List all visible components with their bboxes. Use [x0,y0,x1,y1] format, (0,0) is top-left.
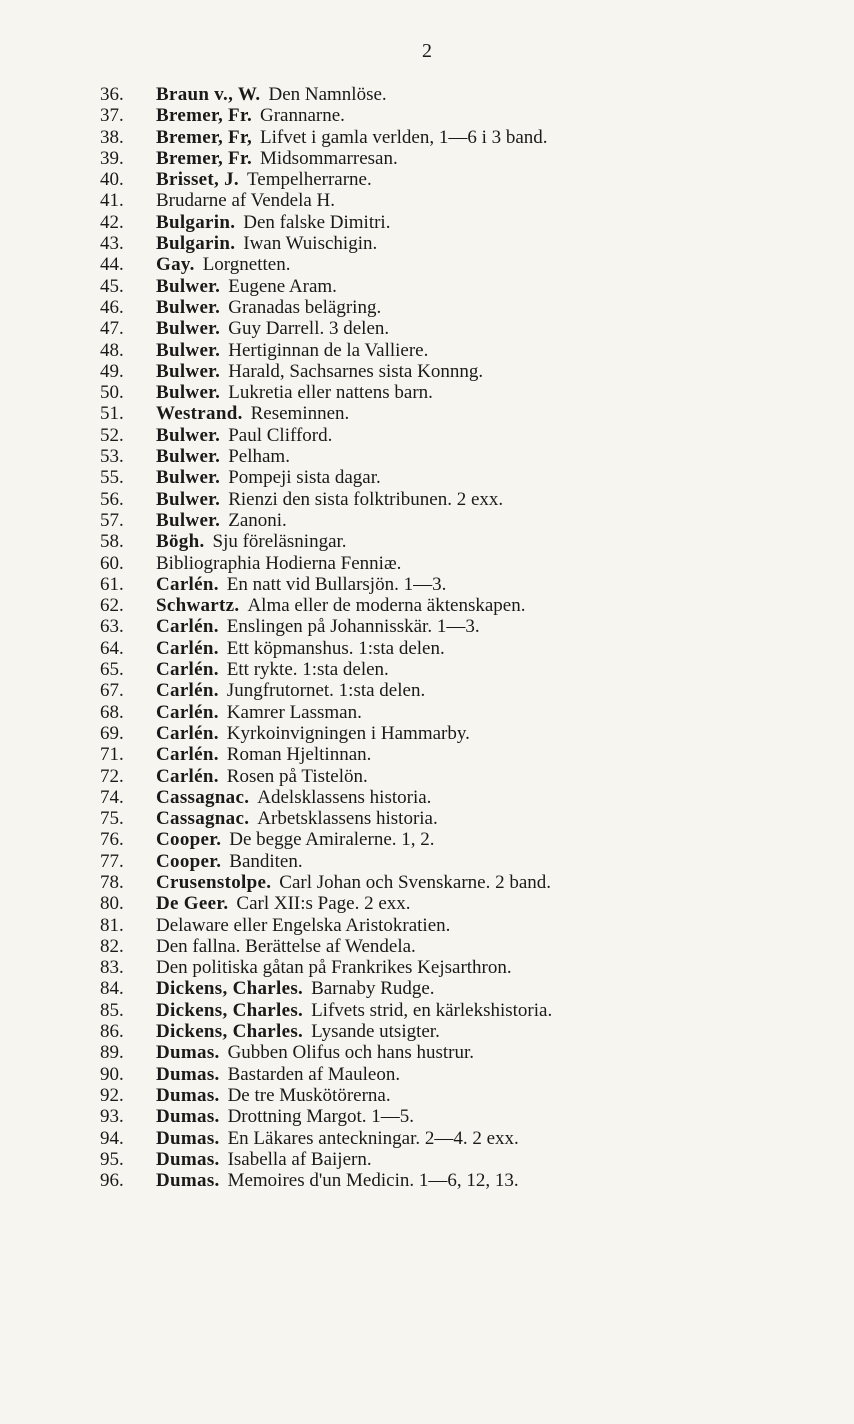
entry-number: 94. [100,1127,124,1149]
catalog-entry [100,1000,800,1021]
catalog-entry [100,978,800,999]
catalog-entry [100,233,800,254]
entry-number: 50. [100,382,124,404]
entry-title: Kyrkoinvigningen i Hammarby. [226,722,470,744]
entry-number: 93. [100,1106,124,1128]
entry-author: Bulwer. [156,296,221,318]
entry-title: Den falske Dimitri. [243,211,391,233]
entry-author: Dickens, Charles. [156,1021,304,1043]
entry-title: Arbetsklassens historia. [257,808,438,830]
entry-number: 62. [100,595,124,617]
entry-author: Bremer, Fr. [156,105,252,127]
entry-number: 36. [100,84,124,105]
entry-title: Enslingen på Johannisskär. 1—3. [226,616,480,638]
entry-title: Lukretia eller nattens barn. [228,382,433,404]
catalog-entry [100,1106,800,1127]
catalog-entry [100,489,800,510]
catalog-entry [100,105,800,126]
entry-title: Guy Darrell. 3 delen. [228,318,390,340]
entry-author: Carlén. [156,573,219,595]
entry-title: Carl Johan och Svenskarne. 2 band. [279,871,552,893]
entry-author: Bulwer. [156,424,221,446]
entry-author: Crusenstolpe. [156,871,272,893]
entry-title: Brudarne af Vendela H. [156,190,336,212]
entry-number: 75. [100,808,124,830]
entry-author: Bulwer. [156,382,221,404]
entry-number: 63. [100,616,124,638]
entry-number: 55. [100,467,124,489]
entry-number: 64. [100,637,124,659]
entry-title: Ett rykte. 1:sta delen. [226,659,389,681]
entry-author: Dickens, Charles. [156,999,304,1021]
entry-author: Dumas. [156,1148,220,1170]
entry-number: 68. [100,701,124,723]
entry-author: Bremer, Fr. [156,147,252,169]
entry-number: 39. [100,147,124,169]
catalog-entry [100,254,800,275]
entry-number: 38. [100,126,124,148]
entry-title: Harald, Sachsarnes sista Konnng. [228,360,484,382]
entry-number: 37. [100,105,124,127]
entry-title: Barnaby Rudge. [311,978,435,1000]
entry-title: Eugene Aram. [228,275,337,297]
entry-title: Bibliographia Hodierna Fenniæ. [156,552,402,574]
entry-title: En natt vid Bullarsjön. 1—3. [226,573,447,595]
catalog-entry [100,1064,800,1085]
entry-number: 48. [100,339,124,361]
entry-title: Lysande utsigter. [311,1021,440,1043]
entry-author: Carlén. [156,744,219,766]
entry-author: Cassagnac. [156,808,250,830]
entry-number: 61. [100,573,124,595]
entry-number: 83. [100,957,124,979]
entry-number: 41. [100,190,124,212]
entry-title: Reseminnen. [250,403,350,425]
entry-author: Bulwer. [156,467,221,489]
catalog-entry [100,1170,800,1191]
catalog-entry [100,84,800,105]
entry-title: Paul Clifford. [228,424,333,446]
entry-author: Bremer, Fr, [156,126,252,148]
entry-author: Cassagnac. [156,786,250,808]
entry-author: Dickens, Charles. [156,978,304,1000]
entry-author: Cooper. [156,850,222,872]
entry-author: Dumas. [156,1084,220,1106]
entry-title: Midsommarresan. [260,147,398,169]
entry-author: Dumas. [156,1063,220,1085]
catalog-entry [100,425,800,446]
catalog-entry [100,915,800,936]
entry-title: Pelham. [228,446,290,468]
catalog-entry [100,787,800,808]
entry-number: 86. [100,1021,124,1043]
entry-number: 76. [100,829,124,851]
catalog-entry [100,318,800,339]
entry-number: 47. [100,318,124,340]
entry-author: Carlén. [156,765,219,787]
entry-number: 57. [100,509,124,531]
entry-author: Cooper. [156,829,222,851]
entry-number: 51. [100,403,124,425]
entry-title: Delaware eller Engelska Aristokratien. [156,914,451,936]
entry-title: Roman Hjeltinnan. [226,744,372,766]
catalog-entry [100,574,800,595]
catalog-entry [100,702,800,723]
catalog-entry [100,616,800,637]
entry-author: Bögh. [156,531,205,553]
catalog-entry [100,744,800,765]
catalog-entry [100,638,800,659]
entry-number: 40. [100,169,124,191]
entry-number: 85. [100,999,124,1021]
catalog-entry [100,808,800,829]
entry-title: Den politiska gåtan på Frankrikes Kejsarthron. [156,957,512,979]
entry-number: 80. [100,893,124,915]
entry-title: Bastarden af Mauleon. [227,1063,401,1085]
entry-title: Tempelherrarne. [246,169,372,191]
entry-number: 46. [100,296,124,318]
catalog-entry [100,851,800,872]
entry-title: Iwan Wuischigin. [243,233,378,255]
catalog-entry [100,190,800,211]
entry-author: Bulgarin. [156,211,236,233]
catalog-entry [100,1021,800,1042]
entry-title: Memoires d'un Medicin. 1—6, 12, 13. [227,1170,519,1192]
entry-author: Bulwer. [156,318,221,340]
entry-number: 71. [100,744,124,766]
entry-number: 96. [100,1170,124,1192]
catalog-entry [100,1128,800,1149]
entry-title: Jungfrutornet. 1:sta delen. [226,680,426,702]
entry-title: Den Namnlöse. [268,84,387,105]
catalog-entry [100,127,800,148]
entry-number: 60. [100,552,124,574]
catalog-entry [100,723,800,744]
entry-author: Carlén. [156,701,219,723]
entry-number: 77. [100,850,124,872]
entry-title: Banditen. [229,850,303,872]
entry-author: Carlén. [156,616,219,638]
entry-number: 84. [100,978,124,1000]
entry-number: 52. [100,424,124,446]
entry-number: 82. [100,935,124,957]
entry-title: Isabella af Baijern. [227,1148,372,1170]
entry-number: 90. [100,1063,124,1085]
page-number: 2 [422,40,432,62]
entry-number: 69. [100,722,124,744]
entry-title: De begge Amiralerne. 1, 2. [229,829,435,851]
catalog-entry [100,659,800,680]
entry-author: Dumas. [156,1170,220,1192]
entry-number: 95. [100,1148,124,1170]
entry-author: Bulwer. [156,360,221,382]
entry-author: Dumas. [156,1042,220,1064]
entry-author: Bulwer. [156,339,221,361]
entry-title: Ett köpmanshus. 1:sta delen. [226,637,445,659]
entry-title: Granadas belägring. [228,296,382,318]
entry-author: Bulwer. [156,509,221,531]
entry-author: Dumas. [156,1127,220,1149]
catalog-entry [100,872,800,893]
entry-title: Rosen på Tistelön. [226,765,368,787]
entry-number: 72. [100,765,124,787]
entry-number: 67. [100,680,124,702]
entry-number: 74. [100,786,124,808]
catalog-entry [100,276,800,297]
catalog-entry [100,212,800,233]
entry-author: Carlén. [156,659,219,681]
entry-title: Alma eller de moderna äktenskapen. [247,595,526,617]
catalog-entry [100,403,800,424]
entry-title: Carl XII:s Page. 2 exx. [236,893,411,915]
entry-number: 81. [100,914,124,936]
entry-number: 44. [100,254,124,276]
catalog-entry [100,361,800,382]
entry-author: Dumas. [156,1106,220,1128]
entry-author: Westrand. [156,403,243,425]
catalog-list [100,84,800,1191]
entry-number: 43. [100,233,124,255]
catalog-entry [100,531,800,552]
catalog-entry [100,957,800,978]
catalog-entry [100,510,800,531]
catalog-entry [100,553,800,574]
entry-author: Carlén. [156,637,219,659]
entry-author: Bulwer. [156,488,221,510]
catalog-entry [100,169,800,190]
catalog-entry [100,680,800,701]
catalog-entry [100,340,800,361]
entry-author: Bulgarin. [156,233,236,255]
entry-number: 78. [100,871,124,893]
entry-title: De tre Muskötörerna. [227,1084,391,1106]
entry-author: Bulwer. [156,446,221,468]
entry-title: Gubben Olifus och hans hustrur. [227,1042,475,1064]
entry-number: 45. [100,275,124,297]
entry-title: Lorgnetten. [202,254,291,276]
entry-title: Den fallna. Berättelse af Wendela. [156,935,416,957]
catalog-entry [100,1149,800,1170]
entry-title: En Läkares anteckningar. 2—4. 2 exx. [227,1127,519,1149]
entry-author: Braun v., W. [156,84,261,105]
entry-title: Sju föreläsningar. [212,531,347,553]
catalog-entry [100,1085,800,1106]
entry-title: Hertiginnan de la Valliere. [228,339,429,361]
entry-author: De Geer. [156,893,229,915]
entry-author: Carlén. [156,680,219,702]
entry-title: Drottning Margot. 1—5. [227,1106,415,1128]
catalog-entry [100,148,800,169]
entry-number: 49. [100,360,124,382]
entry-title: Zanoni. [228,509,287,531]
entry-author: Bulwer. [156,275,221,297]
catalog-entry [100,936,800,957]
catalog-entry [100,829,800,850]
entry-number: 42. [100,211,124,233]
entry-author: Schwartz. [156,595,240,617]
entry-author: Gay. [156,254,195,276]
catalog-entry [100,382,800,403]
entry-title: Pompeji sista dagar. [228,467,381,489]
catalog-entry [100,766,800,787]
entry-number: 65. [100,659,124,681]
entry-title: Grannarne. [260,105,345,127]
entry-title: Lifvet i gamla verlden, 1—6 i 3 band. [260,126,548,148]
entry-number: 53. [100,446,124,468]
entry-number: 58. [100,531,124,553]
entry-title: Kamrer Lassman. [226,701,362,723]
entry-number: 92. [100,1084,124,1106]
catalog-entry [100,893,800,914]
entry-number: 89. [100,1042,124,1064]
entry-number: 56. [100,488,124,510]
catalog-entry [100,595,800,616]
catalog-entry [100,446,800,467]
catalog-entry [100,297,800,318]
entry-title: Lifvets strid, en kärlekshistoria. [311,999,553,1021]
entry-author: Brisset, J. [156,169,239,191]
entry-author: Carlén. [156,722,219,744]
entry-title: Rienzi den sista folktribunen. 2 exx. [228,488,504,510]
catalog-entry [100,467,800,488]
catalog-entry [100,1042,800,1063]
entry-title: Adelsklassens historia. [257,786,432,808]
